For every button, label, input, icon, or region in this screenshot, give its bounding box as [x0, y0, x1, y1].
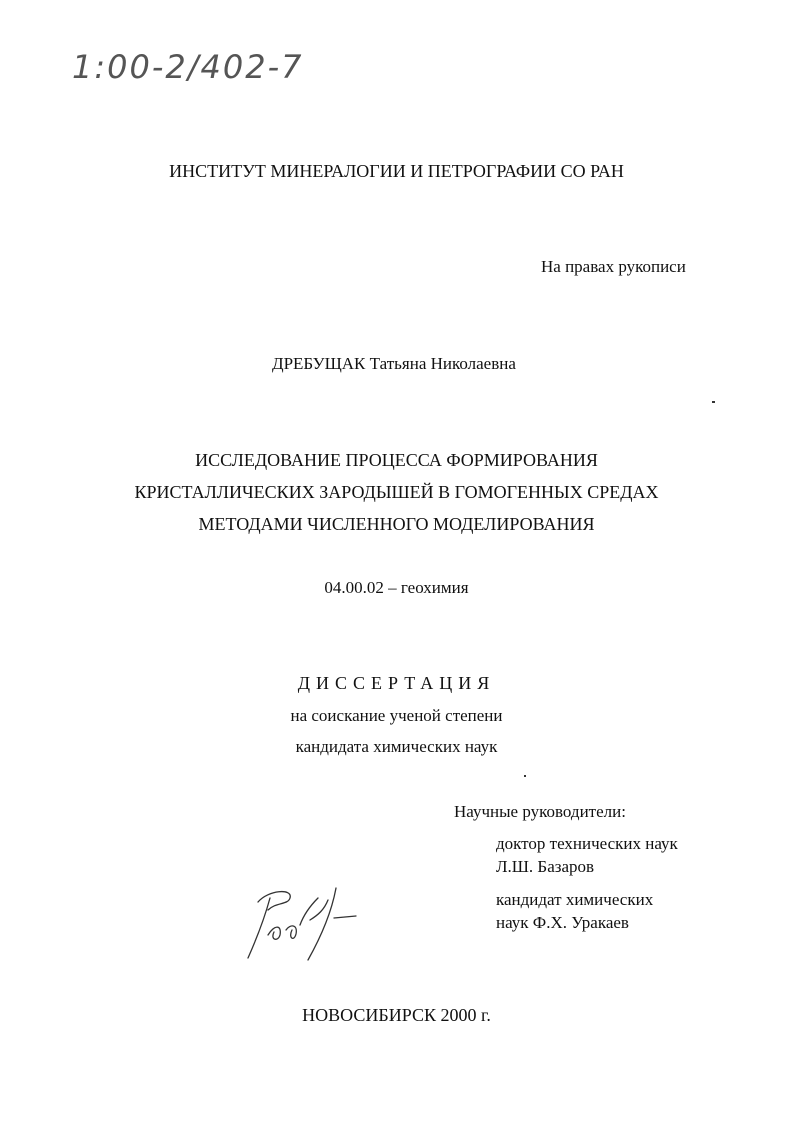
author-name: ДРЕБУЩАК Татьяна Николаевна: [272, 354, 516, 373]
scan-speck: [524, 775, 526, 777]
degree-line-1: на соискание ученой степени: [290, 706, 503, 725]
degree-line-2: кандидата химических наук: [295, 737, 498, 756]
thesis-title-line-2: КРИСТАЛЛИЧЕСКИХ ЗАРОДЫШЕЙ В ГОМОГЕННЫХ СРЕДАХ: [134, 482, 659, 502]
manuscript-rights-note: На правах рукописи: [541, 257, 686, 276]
scan-speck: [712, 401, 715, 403]
supervisor-2-name: наук Ф.Х. Уракаев: [496, 913, 629, 932]
thesis-title-line-3: МЕТОДАМИ ЧИСЛЕННОГО МОДЕЛИРОВАНИЯ: [198, 514, 595, 534]
supervisors-heading: Научные руководители:: [454, 802, 626, 821]
handwritten-catalog-number: 1:00-2/402-7: [72, 48, 304, 86]
document-type: ДИССЕРТАЦИЯ: [297, 673, 496, 693]
supervisor-1-name: Л.Ш. Базаров: [496, 857, 595, 876]
supervisor-1-title: доктор технических наук: [496, 834, 678, 853]
specialty-code: 04.00.02 – геохимия: [324, 578, 469, 597]
city-and-year: НОВОСИБИРСК 2000 г.: [302, 1005, 491, 1025]
thesis-title-line-1: ИССЛЕДОВАНИЕ ПРОЦЕССА ФОРМИРОВАНИЯ: [195, 450, 598, 470]
institute-name: ИНСТИТУТ МИНЕРАЛОГИИ И ПЕТРОГРАФИИ СО РАН: [169, 161, 624, 181]
author-signature: [238, 880, 368, 970]
supervisor-2-title: кандидат химических: [496, 890, 654, 909]
